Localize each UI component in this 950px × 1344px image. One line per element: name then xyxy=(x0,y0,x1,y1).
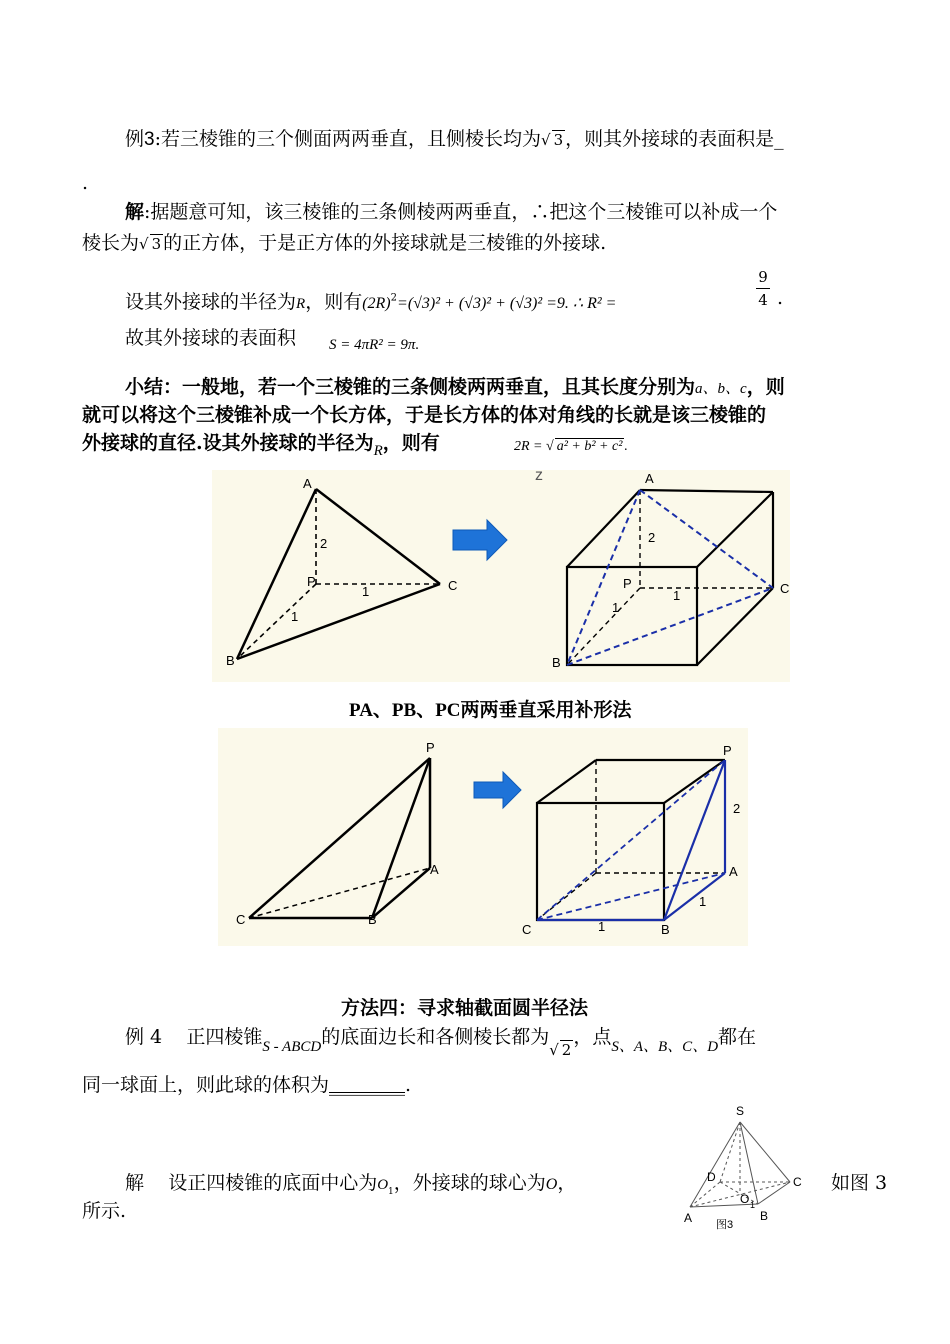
example3-label: 例 xyxy=(125,128,145,150)
fig3-label-S: S xyxy=(736,1104,745,1118)
solution4-line2: 所示. xyxy=(82,1200,127,1222)
left-label-1b: 1 xyxy=(291,609,299,624)
solution3-line4: 故其外接球的表面积 xyxy=(125,327,297,349)
fig2-right-label-A: A xyxy=(729,864,738,879)
fig2-left-label-B: B xyxy=(368,912,377,927)
left-label-1a: 1 xyxy=(362,584,370,599)
diameter-formula: 2R = √ a² + b² + c² . xyxy=(514,439,628,454)
left-label-2: 2 xyxy=(320,536,328,551)
arrow-right-icon xyxy=(453,520,507,560)
fraction-9-over-4: 9 4 xyxy=(756,266,770,311)
method4-title: 方法四：寻求轴截面圆半径法 xyxy=(341,997,589,1019)
left-label-A: A xyxy=(303,476,312,491)
summary-label: 小结： xyxy=(125,376,183,398)
example4-line1: 例 4 正四棱锥$_{S - ABCD}$的底面边长和各侧棱长都为$_{√ 2}$，点$_{S、A、B、C、D}$都在 xyxy=(125,1026,757,1059)
right-label-B: B xyxy=(552,655,561,670)
fig3-label-C: C xyxy=(793,1175,802,1189)
summary-line1: 小结：一般地，若一个三棱锥的三条侧棱两两垂直，且其长度分别为a、b、c，则 xyxy=(125,376,785,398)
right-label-1b: 1 xyxy=(612,600,620,615)
fig3-label-A: A xyxy=(684,1211,693,1225)
fig2-left-label-C: C xyxy=(236,912,246,927)
fig2-left-label-P: P xyxy=(426,740,435,755)
right-label-C: C xyxy=(780,581,790,596)
fig3-label-O: O xyxy=(740,1192,750,1206)
solution4-label: 解 xyxy=(125,1172,145,1194)
fig3-label-O-sub: 1 xyxy=(750,1200,756,1210)
summary-line3: 外接球的直径.设其外接球的半径为$_R$，则有 xyxy=(82,432,440,459)
left-label-P: P xyxy=(307,574,316,589)
figure1 xyxy=(0,460,950,695)
figure3 xyxy=(680,1102,810,1237)
fig2-right-label-1a: 1 xyxy=(699,894,707,909)
figure2 xyxy=(0,728,950,948)
figure1-caption: PA、PB、PC两两垂直采用补形法 xyxy=(349,700,632,721)
right-label-2: 2 xyxy=(648,530,656,545)
arrow-right-icon xyxy=(474,772,521,808)
fig2-right-label-1b: 1 xyxy=(598,919,606,934)
fig2-left-label-A: A xyxy=(430,862,439,877)
fig3-label-B: B xyxy=(760,1209,769,1223)
fig3-caption: 图3 xyxy=(716,1219,734,1231)
fig3-label-D: D xyxy=(707,1170,716,1184)
right-label-A: A xyxy=(645,471,654,486)
right-label-1a: 1 xyxy=(673,588,681,603)
solution3-line2: 棱长为√ 3 的正方体，于是正方体的外接球就是三棱锥的外接球. xyxy=(82,232,607,254)
fig2-right-label-B: B xyxy=(661,922,670,937)
fig2-right-label-C: C xyxy=(522,922,532,937)
area-formula: S = 4πR² = 9π. xyxy=(329,337,420,353)
fig2-right-label-P: P xyxy=(723,743,732,758)
example3-line: 例3:若三棱锥的三个侧面两两垂直，且侧棱长均为√ 3 ，则其外接球的表面积是_ xyxy=(125,128,784,150)
right-label-P: P xyxy=(623,576,632,591)
example4-line2: 同一球面上，则此球的体积为________. xyxy=(82,1074,412,1096)
stray-mark: z xyxy=(535,467,543,484)
solution-label: 解 xyxy=(125,201,145,223)
left-label-C: C xyxy=(448,578,458,593)
answer-blank[interactable]: ________ xyxy=(329,1074,406,1096)
sqrt3: √ 3 xyxy=(541,131,564,149)
solution3-line3: 设其外接球的半径为R，则有$(2R)^2=(√3)^2 + (√3)^2 + (√3)^2 =9$. ∴ R² = xyxy=(125,291,617,313)
solution3-line1: 解:据题意可知，该三棱锥的三条侧棱两两垂直，∴把这个三棱锥可以补成一个 xyxy=(125,201,778,223)
summary-line2: 就可以将这个三棱锥补成一个长方体，于是长方体的体对角线的长就是该三棱锥的 xyxy=(82,404,767,426)
left-label-B: B xyxy=(226,653,235,668)
example4-label: 例 4 xyxy=(125,1026,163,1048)
fig2-right-label-2: 2 xyxy=(733,801,741,816)
solution4-line1: 解 设正四棱锥的底面中心为$O_1$，外接球的球心为O， xyxy=(125,1172,577,1197)
